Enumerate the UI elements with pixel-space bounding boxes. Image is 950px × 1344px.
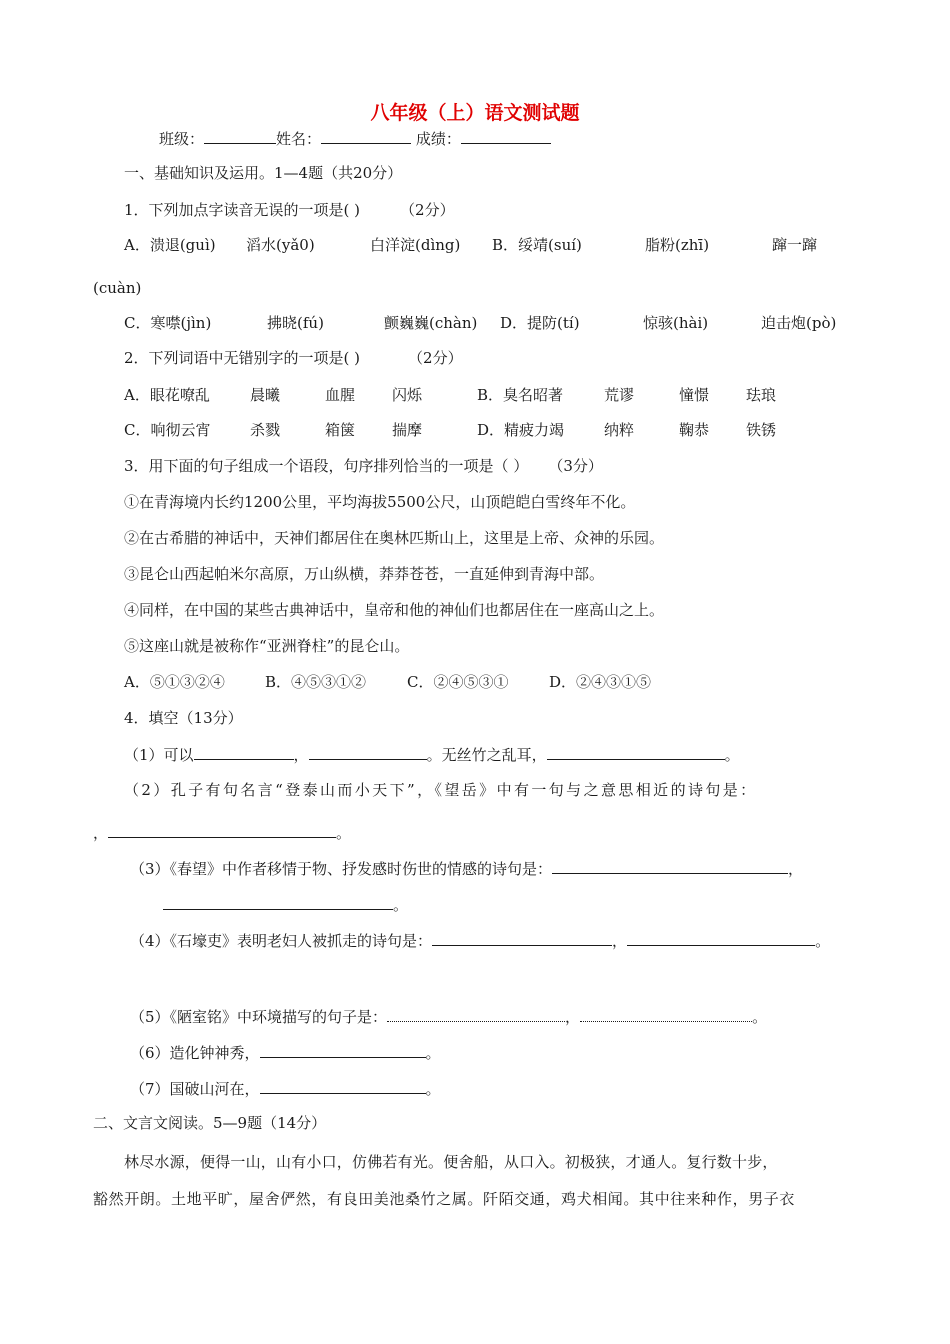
q3-stem: 3．用下面的句子组成一个语段，句序排列恰当的一项是（ ） （3分）	[124, 457, 603, 475]
q1-option-row: A．溃退(guì) 滔水(yǎ0) 白洋淀(dìng) B．绥靖(suí) 脂粉(zhī) 蹿一蹿	[124, 236, 818, 254]
q4-item2-answer: ， 。	[93, 824, 352, 842]
q4-item6-blank[interactable]	[260, 1042, 426, 1058]
q4-item5-blank-a[interactable]	[387, 1006, 565, 1022]
q1-stem: 1．下列加点字读音无误的一项是( ) （2分）	[124, 201, 455, 219]
q4-item1-blank-a[interactable]	[194, 744, 294, 760]
q4-item2-blank[interactable]	[108, 822, 336, 838]
q1-option-b: B．绥靖(suí)	[492, 236, 582, 254]
q4-item3-answer: 。	[163, 894, 408, 915]
q3-option-c: C．②④⑤③①	[407, 673, 509, 691]
q3-option-a: A．⑤①③②④	[124, 673, 225, 691]
score-blank[interactable]	[461, 128, 551, 144]
q2-option-row: A．眼花嘹乱 晨曦 血腥 闪烁 B．臭名昭著 荒谬 憧憬 珐琅	[124, 386, 777, 404]
q4-item1-blank-b[interactable]	[309, 744, 427, 760]
class-blank[interactable]	[204, 128, 276, 144]
q3-option-b: B．④⑤③①②	[265, 673, 367, 691]
q4-item2: （2）孔子有句名言“登泰山而小天下”，《望岳》中有一句与之意思相近的诗句是：	[124, 781, 758, 799]
q2-option-d: D．精疲力竭	[477, 421, 565, 439]
name-label: 姓名：	[276, 130, 322, 148]
q4-item6: （6）造化钟神秀， 。	[130, 1044, 441, 1062]
q4-item4: （4）《石壕吏》表明老妇人被抓走的诗句是： ， 。	[130, 932, 831, 950]
q4-item7: （7）国破山河在， 。	[130, 1080, 441, 1098]
q3-option-d: D．②④③①⑤	[549, 673, 652, 691]
passage-line: 林尽水源，便得一山，山有小口，仿佛若有光。便舍船，从口入。初极狭，才通人。复行数十步，	[124, 1153, 778, 1171]
q2-option-a: A．眼花嘹乱	[124, 386, 210, 404]
q3-options	[124, 672, 651, 692]
name-blank[interactable]	[321, 128, 411, 144]
q1-option-a: A．溃退(guì)	[124, 236, 216, 254]
q4-item5-blank-b[interactable]	[580, 1006, 752, 1022]
q3-sentence: ②在古希腊的神话中，天神们都居住在奥林匹斯山上，这里是上帝、众神的乐园。	[124, 529, 665, 547]
q4-item3-blank-a[interactable]	[552, 858, 788, 874]
q4-item1: （1）可以 ， 。无丝竹之乱耳， 。	[124, 746, 740, 764]
q4-item7-blank[interactable]	[260, 1078, 426, 1094]
q4-item3: （3）《春望》中作者移情于物、抒发感时伤世的情感的诗句是： ，	[130, 860, 804, 878]
q4-item3-blank-b[interactable]	[163, 894, 393, 910]
q1-wrap: (cuàn)	[93, 279, 142, 297]
q4-stem: 4．填空（13分）	[124, 709, 243, 727]
page-title: 八年级（上）语文测试题	[370, 102, 580, 124]
q4-item4-blank-b[interactable]	[627, 930, 815, 946]
score-label: 成绩：	[415, 130, 461, 148]
header-fields	[159, 128, 551, 149]
q1-option-d: D．提防(tí)	[500, 314, 580, 332]
q4-item1-blank-c[interactable]	[547, 744, 725, 760]
q1-option-row: C．寒噤(jìn) 拂晓(fú) 颤巍巍(chàn) D．提防(tí) 惊骇(hài) 迫击炮(pò)	[124, 314, 837, 332]
q3-sentence: ③昆仑山西起帕米尔高原，万山纵横，莽莽苍苍，一直延伸到青海中部。	[124, 565, 605, 583]
section1-heading: 一、基础知识及运用。1—4题（共20分）	[124, 164, 403, 182]
q1-option-c: C．寒噤(jìn)	[124, 314, 212, 332]
q2-option-b: B．臭名昭著	[477, 386, 564, 404]
q4-item4-blank-a[interactable]	[432, 930, 612, 946]
q3-sentence: ⑤这座山就是被称作“亚洲脊柱”的昆仑山。	[124, 637, 410, 655]
q3-sentence: ④同样，在中国的某些古典神话中，皇帝和他的神仙们也都居住在一座高山之上。	[124, 601, 665, 619]
q2-option-c: C．响彻云宵	[124, 421, 211, 439]
passage-line: 豁然开朗。土地平旷，屋舍俨然，有良田美池桑竹之属。阡陌交通，鸡犬相闻。其中往来种作，男子衣	[93, 1190, 796, 1208]
q4-item5: （5）《陋室铭》中环境描写的句子是： ， 。	[130, 1008, 768, 1026]
q2-option-row: C．响彻云宵 杀戮 箱箧 揣摩 D．精疲力竭 纳粹 鞠恭 铁锈	[124, 421, 777, 439]
class-label: 班级：	[159, 130, 205, 148]
q2-stem: 2．下列词语中无错别字的一项是( ) （2分）	[124, 349, 463, 367]
section2-heading: 二、文言文阅读。5—9题（14分）	[93, 1114, 327, 1132]
q3-sentence: ①在青海境内长约1200公里，平均海拔5500公尺，山顶皑皑白雪终年不化。	[124, 493, 636, 511]
